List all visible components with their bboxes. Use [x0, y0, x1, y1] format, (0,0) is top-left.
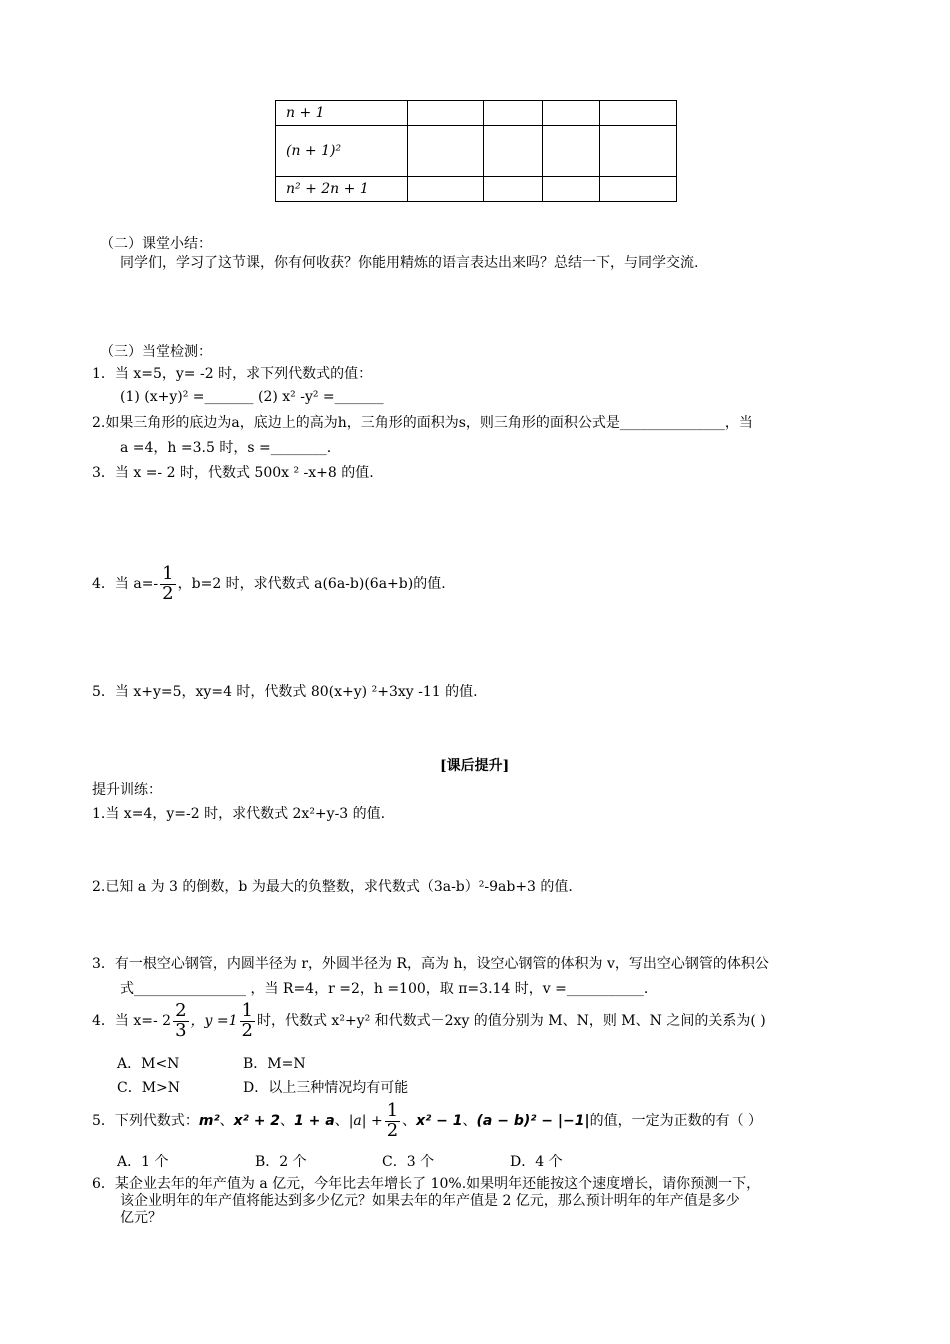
fraction-denominator: 2 — [386, 1119, 399, 1141]
table-cell — [543, 177, 600, 202]
practice-1: 1.当 x=4，y=-2 时，求代数式 2x²+y-3 的值. — [92, 806, 386, 822]
practice-3-line-2: 式________________ ，当 R=4，r =2，h =100，取 π=3.14 时，v =___________. — [120, 981, 649, 997]
values-table — [275, 100, 677, 202]
practice-6-line-2: 该企业明年的年产值将能达到多少亿元？如果去年的年产值是 2 亿元，那么预计明年的年产值是多少 — [120, 1193, 740, 1209]
check-question-3: 3．当 x =- 2 时，代数式 500x ² -x+8 的值. — [92, 465, 374, 481]
fraction — [240, 1002, 255, 1041]
fraction — [385, 1102, 400, 1141]
table-row — [276, 177, 677, 202]
table-cell — [484, 126, 543, 177]
separator: 、 — [402, 1112, 417, 1129]
expression-6: (a − b)² − |−1| — [476, 1112, 590, 1129]
table-cell — [543, 126, 600, 177]
check-question-2-line-2: a =4，h =3.5 时，s =________. — [120, 440, 332, 456]
fraction-numerator: 1 — [386, 1100, 399, 1121]
practice-4-suffix: 时，代数式 x²+y² 和代数式－2xy 的值分别为 M、N，则 M、N 之间的关系为( ) — [256, 1012, 766, 1029]
practice-5 — [92, 1102, 762, 1141]
table-cell — [543, 101, 600, 126]
practice-2: 2.已知 a 为 3 的倒数，b 为最大的负整数，求代数式（3a-b）²-9ab+3 的值. — [92, 879, 573, 895]
option-a: A．1 个 — [117, 1154, 169, 1170]
option-c: C．M>N — [117, 1080, 181, 1096]
separator: 、 — [462, 1112, 477, 1129]
expression-5: x² − 1 — [416, 1112, 463, 1129]
option-b: B．M=N — [243, 1056, 306, 1072]
separator: 、 — [280, 1112, 295, 1129]
practice-4 — [92, 1002, 766, 1041]
table-row — [276, 101, 677, 126]
row-label: n + 1 — [276, 101, 408, 126]
check-heading: （三）当堂检测： — [100, 344, 212, 360]
fraction-numerator: 1 — [162, 563, 174, 584]
practice-5-prefix: 5．下列代数式： — [92, 1112, 199, 1129]
row-label: (n + 1)² — [276, 126, 408, 177]
practice-3-line-1: 3．有一根空心钢管，内圆半径为 r，外圆半径为 R，高为 h，设空心钢管的体积为 v，写出空心钢管的体积公 — [92, 956, 769, 972]
fraction-numerator: 1 — [241, 1000, 253, 1021]
table-cell — [484, 177, 543, 202]
expression-1: m² — [198, 1112, 220, 1129]
summary-heading: （二）课堂小结： — [100, 236, 212, 252]
practice-5-suffix: 的值，一定为正数的有（ ） — [589, 1112, 763, 1129]
fraction — [173, 1002, 188, 1041]
option-b: B．2 个 — [255, 1154, 307, 1170]
section-subtitle: 提升训练： — [92, 782, 162, 798]
separator: 、 — [334, 1112, 349, 1129]
option-c: C．3 个 — [382, 1154, 435, 1170]
row-label: n² + 2n + 1 — [276, 177, 408, 202]
expression-4: |a| + — [348, 1112, 383, 1129]
check-question-1-parts: (1) (x+y)² =_______ (2) x² -y² =_______ — [120, 389, 384, 405]
fraction-denominator: 3 — [175, 1019, 187, 1041]
fraction-denominator: 2 — [241, 1019, 253, 1041]
table-cell — [408, 126, 484, 177]
question-4-suffix: ，b=2 时，求代数式 a(6a-b)(6a+b)的值. — [177, 575, 446, 592]
table-cell — [600, 126, 677, 177]
option-a: A．M<N — [117, 1056, 180, 1072]
table-cell — [408, 101, 484, 126]
question-4-prefix: 4．当 a=- — [92, 575, 159, 592]
option-d: D．以上三种情况均有可能 — [243, 1080, 409, 1096]
practice-6-line-3: 亿元？ — [120, 1210, 162, 1226]
expression-3: 1 + a — [294, 1112, 335, 1129]
practice-4-y: ，y =1 — [190, 1012, 238, 1029]
table-cell — [600, 101, 677, 126]
summary-text: 同学们，学习了这节课，你有何收获？你能用精炼的语言表达出来吗？总结一下，与同学交流. — [120, 255, 699, 271]
fraction-numerator: 2 — [175, 1000, 187, 1021]
fraction — [160, 565, 175, 604]
fraction-denominator: 2 — [162, 582, 174, 604]
table-row — [276, 126, 677, 177]
separator: 、 — [219, 1112, 234, 1129]
check-question-2-line-1: 2.如果三角形的底边为a，底边上的高为h，三角形的面积为s，则三角形的面积公式是_______________，当 — [92, 415, 753, 431]
table-cell — [600, 177, 677, 202]
practice-4-prefix: 4．当 x=- 2 — [92, 1012, 172, 1029]
check-question-5: 5．当 x+y=5，xy=4 时，代数式 80(x+y) ²+3xy -11 的值. — [92, 684, 478, 700]
practice-6-line-1: 6．某企业去年的年产值为 a 亿元，今年比去年增长了 10%.如果明年还能按这个速度增长，请你预测一下， — [92, 1176, 761, 1192]
expression-2: x² + 2 — [233, 1112, 281, 1129]
table-cell — [408, 177, 484, 202]
check-question-4 — [92, 565, 446, 604]
check-question-1: 1．当 x=5，y= -2 时，求下列代数式的值： — [92, 366, 373, 382]
section-title: [课后提升] — [440, 758, 510, 774]
option-d: D．4 个 — [510, 1154, 563, 1170]
table-cell — [484, 101, 543, 126]
